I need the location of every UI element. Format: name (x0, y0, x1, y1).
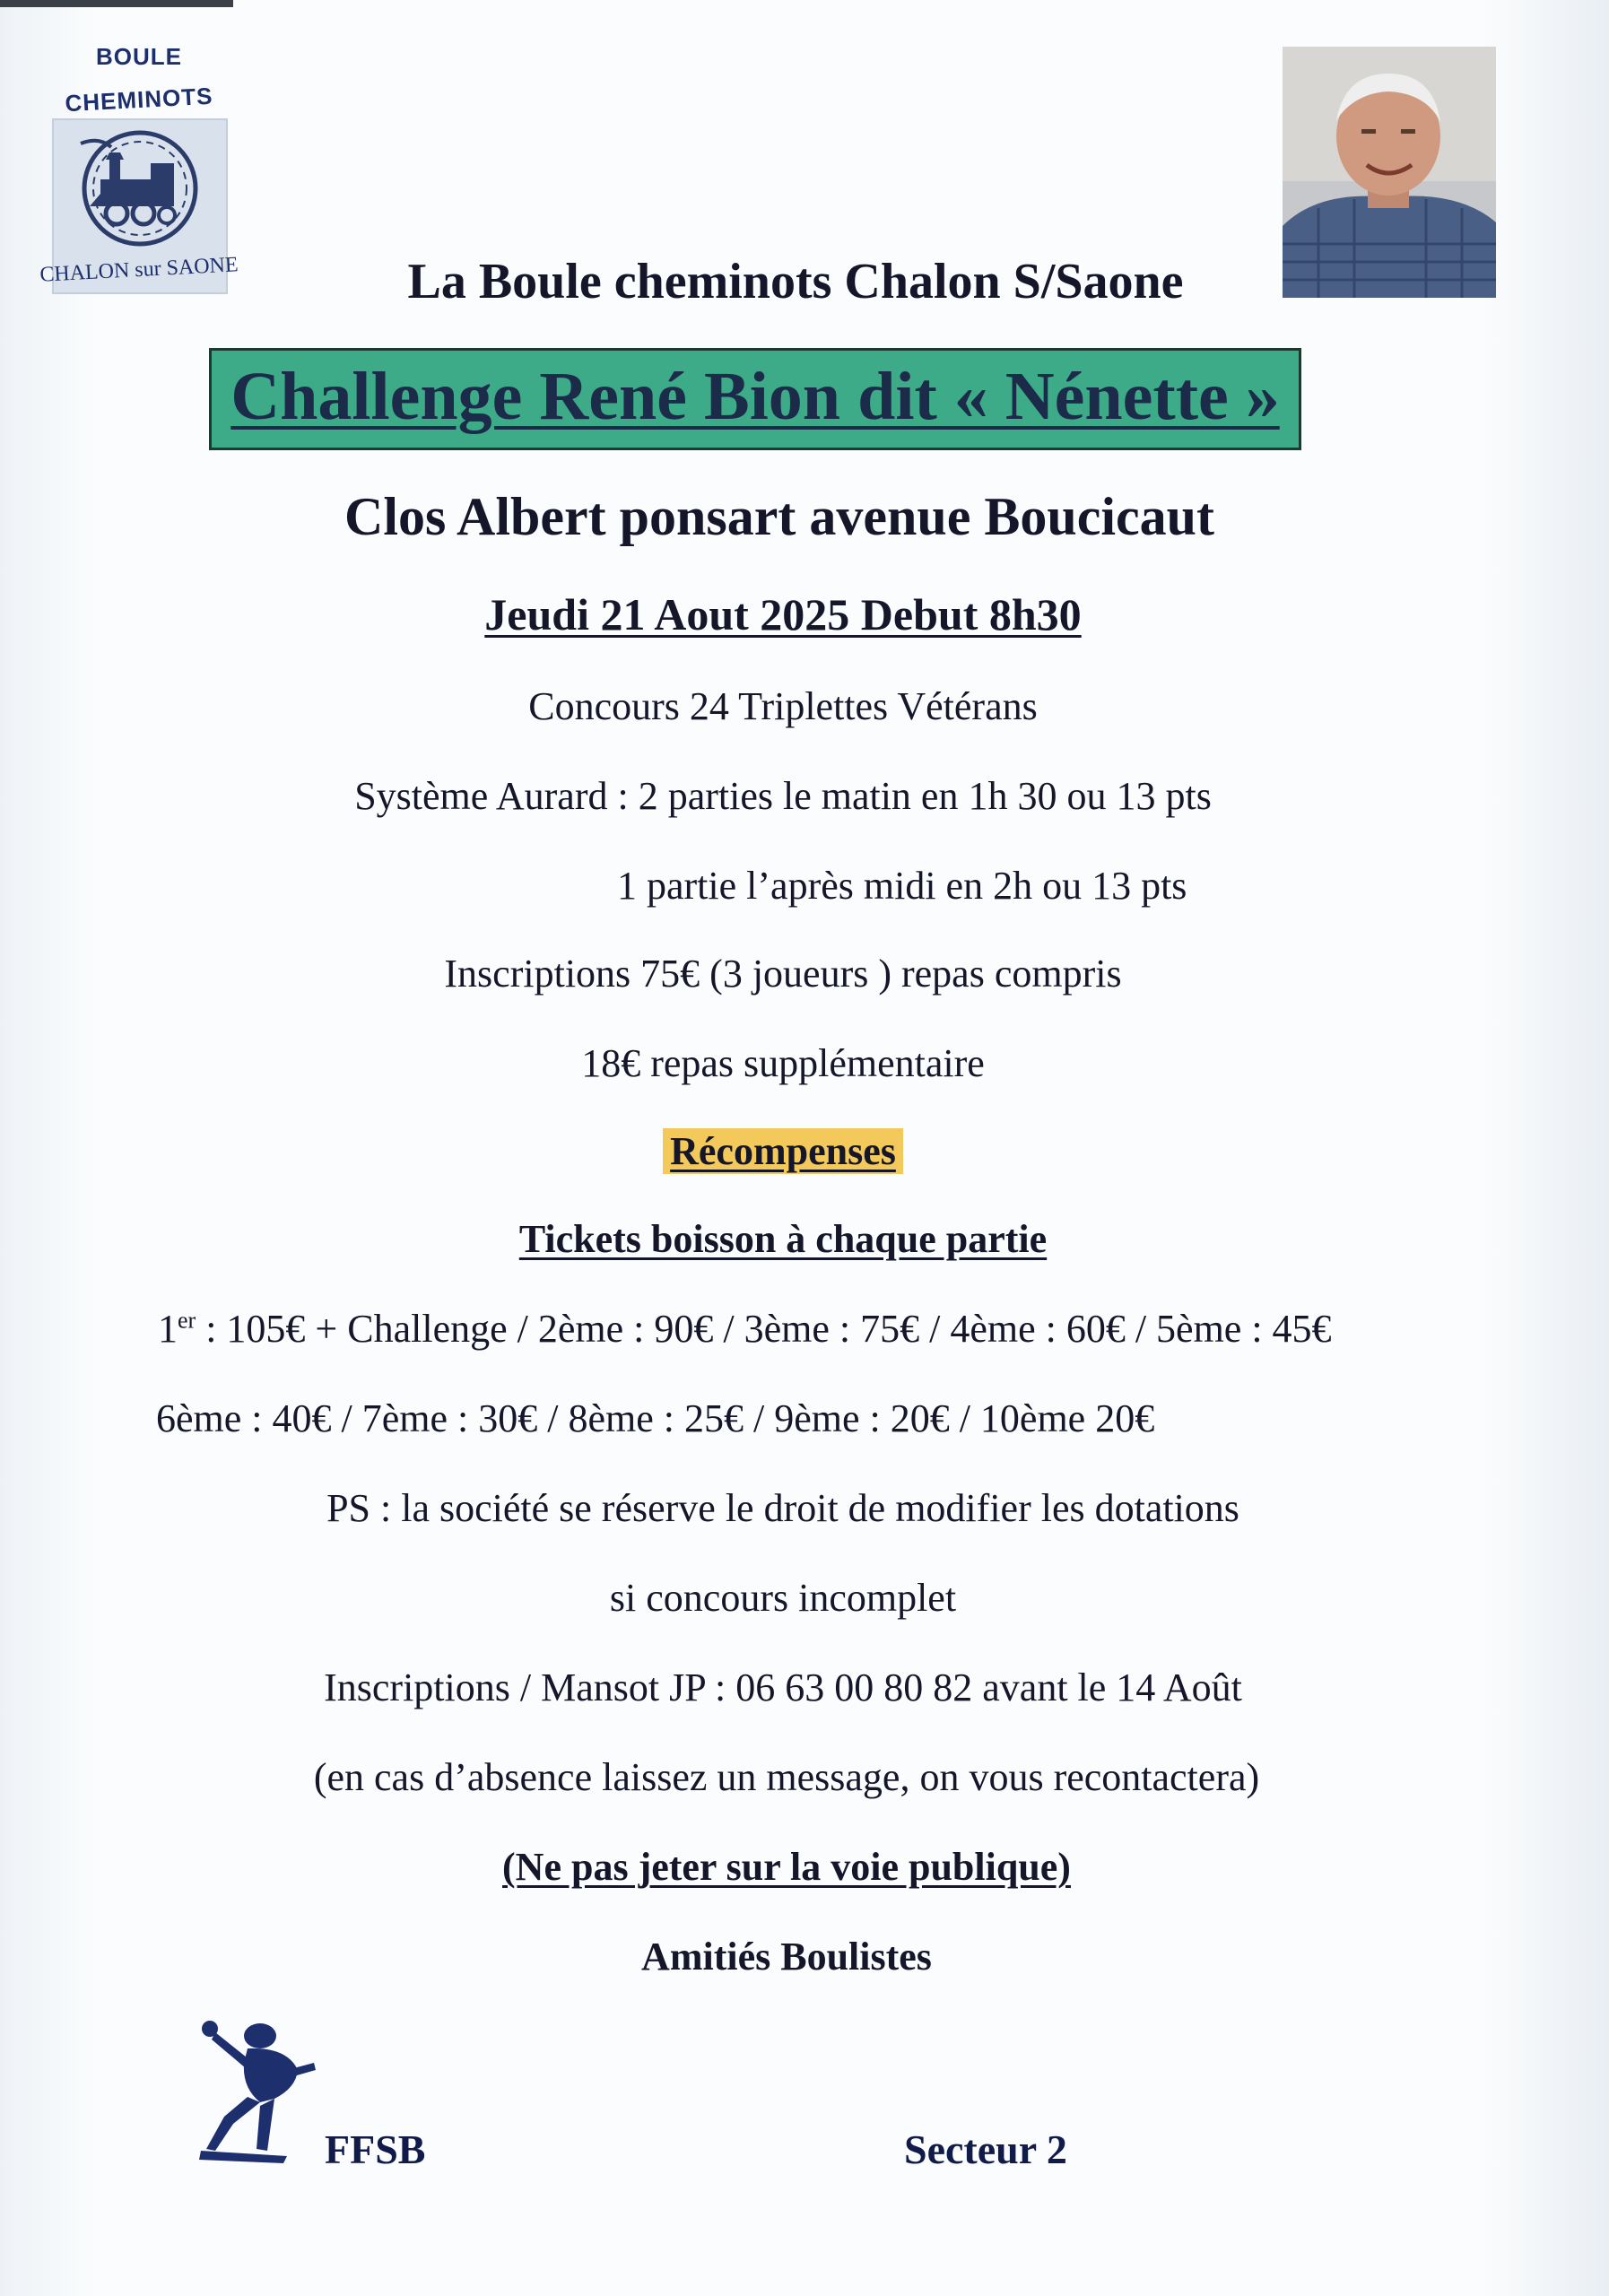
club-name: La Boule cheminots Chalon S/Saone (407, 254, 1184, 309)
greeting: Amitiés Boulistes (641, 1935, 932, 1979)
recompenses-heading (0, 1128, 1587, 1174)
tickets-info: Tickets boisson à chaque partie (518, 1217, 1048, 1261)
first-place-number: 1 (158, 1307, 178, 1351)
challenge-title: Challenge René Bion dit « Nénette » (230, 359, 1280, 434)
recompenses-title: Récompenses (663, 1128, 903, 1174)
prizes-line-2-text: 6ème : 40€ / 7ème : 30€ / 8ème : 25€ / 9ème : 20€ / 10ème 20€ (156, 1396, 1155, 1440)
ps-line-1: PS : la société se réserve le droit de modifier les dotations (326, 1486, 1239, 1530)
extra-meal: 18€ repas supplémentaire (581, 1041, 985, 1085)
logo-line-1: BOULE (96, 43, 182, 70)
challenge-banner (209, 348, 1301, 450)
event-date: Jeudi 21 Aout 2025 Debut 8h30 (484, 589, 1082, 639)
first-place-sup: er (178, 1307, 196, 1334)
edge-shadow (0, 0, 233, 7)
secteur-label: Secteur 2 (904, 2126, 1067, 2172)
contact-line: Inscriptions / Mansot JP : 06 63 00 80 82 avant le 14 Août (324, 1665, 1242, 1709)
ffsb-label: FFSB (325, 2126, 426, 2172)
systeme-line-1: Système Aurard : 2 parties le matin en 1h 30 ou 13 pts (354, 774, 1212, 818)
logo-line-2: CHEMINOTS (64, 82, 214, 117)
logo-caption: CHALON sur SAONE (39, 253, 239, 287)
ps-line-2: si concours incomplet (609, 1576, 957, 1620)
absence-note: (en cas d’absence laissez un message, on vous recontactera) (313, 1755, 1260, 1799)
systeme-line-2-text: 1 partie l’après midi en 2h ou 13 pts (617, 864, 1187, 908)
petanque-player-icon (197, 2016, 323, 2169)
no-litter-note: (Ne pas jeter sur la voie publique) (502, 1845, 1071, 1889)
concours-info: Concours 24 Triplettes Vétérans (528, 684, 1038, 728)
prizes-line-1-text: : 105€ + Challenge / 2ème : 90€ / 3ème : 75€ / 4ème : 60€ / 5ème : 45€ (196, 1307, 1332, 1351)
inscriptions-price: Inscriptions 75€ (3 joueurs ) repas compris (444, 952, 1122, 996)
venue: Clos Albert ponsart avenue Boucicaut (344, 487, 1215, 546)
